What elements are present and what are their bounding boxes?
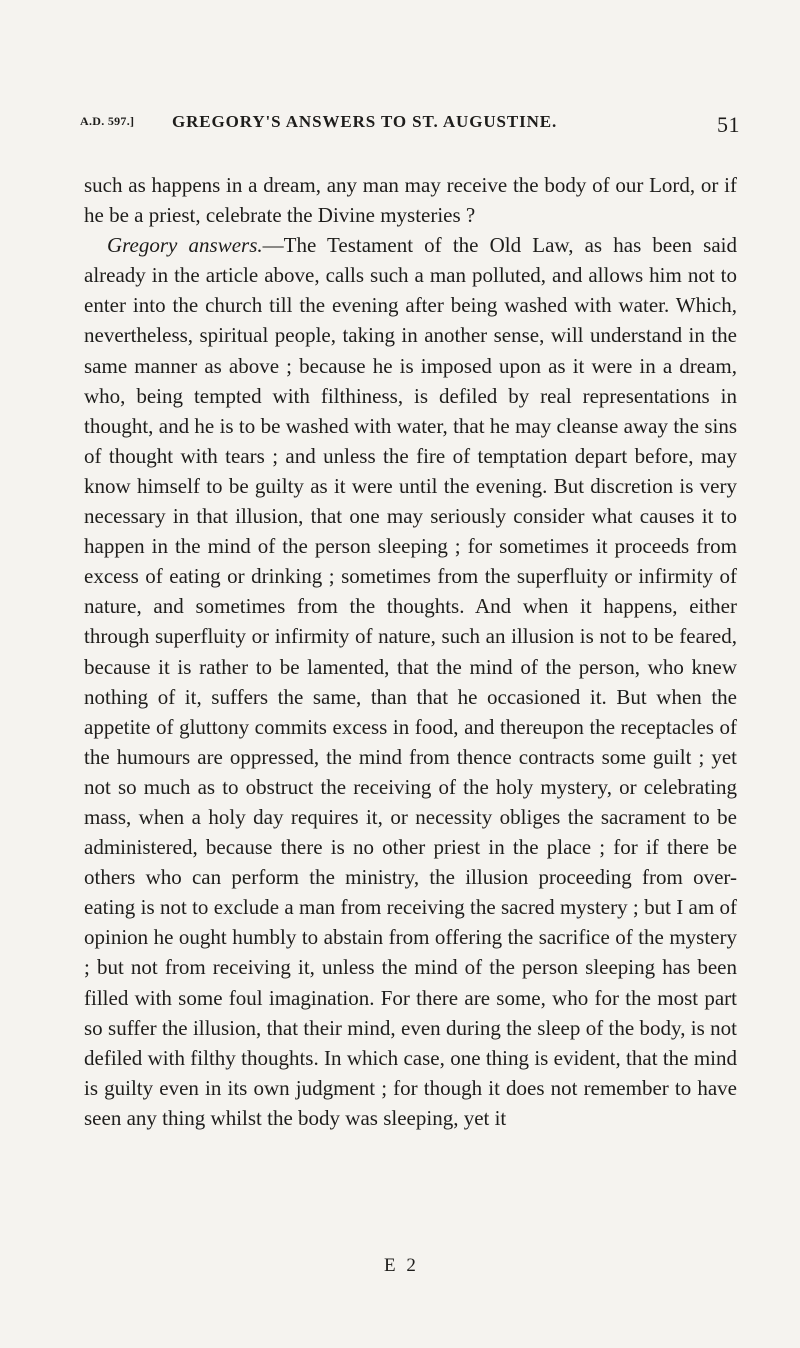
answer-speaker: Gregory answers.	[107, 233, 263, 258]
running-head	[80, 112, 740, 137]
page-number: 51	[717, 112, 740, 137]
signature-mark: E 2	[384, 1255, 419, 1276]
answer-text: —The Testament of the Old Law, as has been said already in the article above, calls such a man polluted, and allows him not to enter into the church till the evening after being washed with water. Which, nevertheless, spiritual people, taking in another sense, will understand in the same manner as above ; because he is imposed upon as it were in a dream, who, being tempted with filthiness, is defiled by real representations in thought, and he is to be washed with water, that he may cleanse away the sins of thought with tears ; and unless the fire of temptation depart before, may know himself to be guilty as it were until the evening. But discretion is very necessary in that illusion, that one may seriously consider what causes it to happen in the mind of the person sleeping ; for sometimes it proceeds from excess of eating or drinking ; sometimes from the superfluity or infirmity of nature, and sometimes from the thoughts. And when it happens, either through superfluity or infirmity of nature, such an illusion is not to be feared, because it is rather to be lamented, that the mind of the person, who knew nothing of it, suffers the same, than that he occasioned it. But when the appetite of gluttony commits excess in food, and thereupon the receptacles of the humours are oppressed, the mind from thence contracts some guilt ; yet not so much as to obstruct the receiving of the holy mystery, or celebrating mass, when a holy day requires it, or necessity obliges the sacrament to be administered, because there is no other priest in the place ; for if there be others who can perform the ministry, the illusion proceeding from over-eating is not to exclude a man from receiving the sacred mystery ; but I am of opinion he ought humbly to abstain from offering the sacrifice of the mystery ; but not from receiving it, unless the mind of the person sleeping has been filled with some foul imagination. For there are some, who for the most part so suffer the illusion, that their mind, even during the sleep of the body, is not defiled with filthy thoughts. In which case, one thing is evident, that the mind is guilty even in its own judgment ; for though it does not remember to have seen any thing whilst the body was sleeping, yet it	[84, 233, 738, 1130]
running-head-date: A.D. 597.]	[80, 114, 135, 128]
answer-paragraph	[84, 230, 737, 1133]
continuation-paragraph: such as happens in a dream, any man may receive the body of our Lord, or if he be a priest, celebrate the Divine mysteries ?	[84, 173, 737, 228]
body-text	[84, 170, 737, 1133]
running-head-title: GREGORY'S ANSWERS TO ST. AUGUSTINE.	[172, 112, 558, 131]
